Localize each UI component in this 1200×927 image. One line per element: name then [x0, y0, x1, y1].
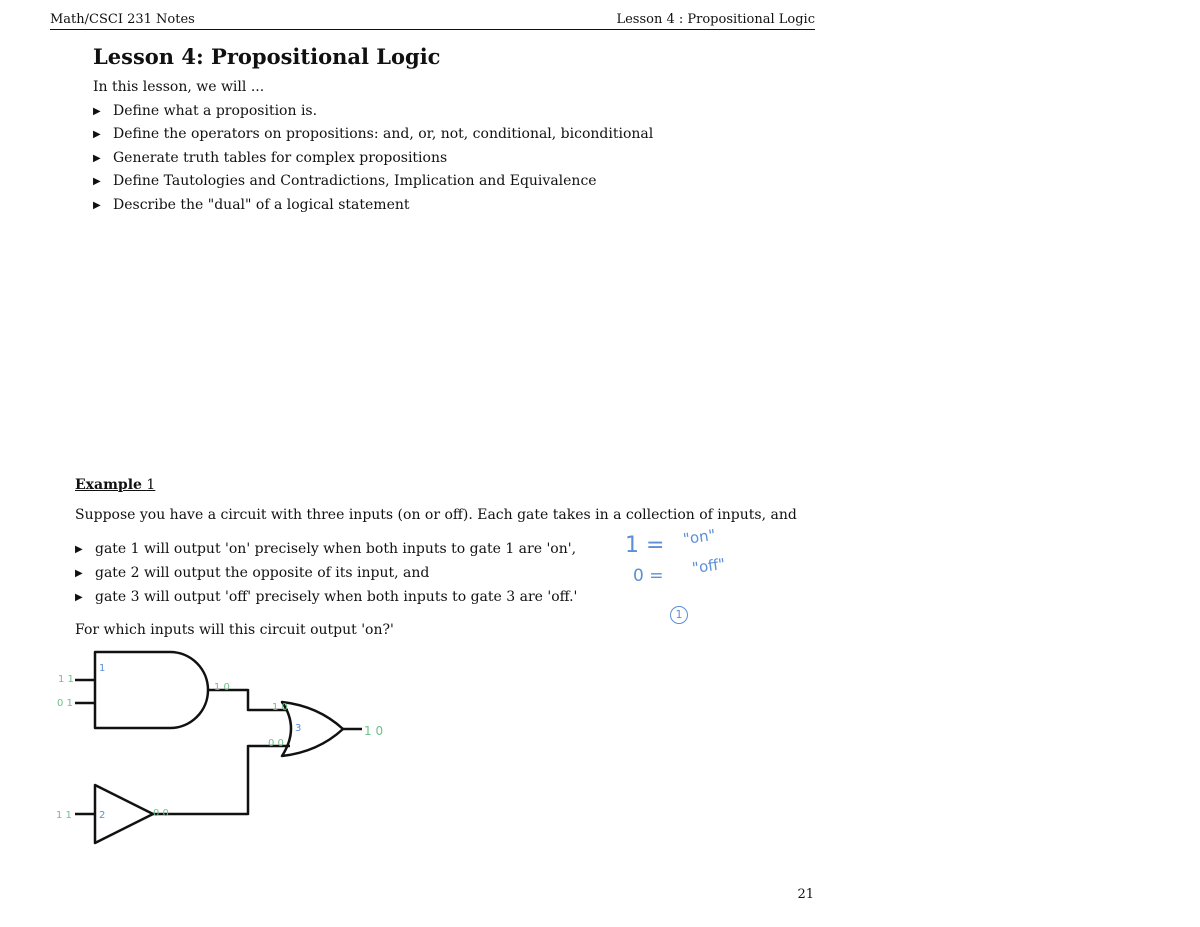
circuit-output-values: 1 0 [364, 724, 384, 738]
gate2-output-values: 0 0 [153, 808, 169, 819]
annotation-off: "off" [690, 554, 727, 578]
gate3-input-b-values: 0 0 [268, 738, 284, 749]
bullet-triangle-icon: ▶ [93, 199, 101, 211]
input-c-values: 1 1 [56, 810, 72, 821]
objective-text: Define what a proposition is. [113, 103, 318, 119]
annotation-one-equals: 1 = [625, 533, 665, 558]
wire-gate2-to-gate3 [153, 746, 290, 814]
gate1-number: 1 [99, 663, 106, 674]
objective-text: Describe the "dual" of a logical statement [113, 197, 410, 213]
bullet-triangle-icon: ▶ [93, 152, 101, 164]
annotation-zero-equals: 0 = [633, 566, 664, 586]
bullet-triangle-icon: ▶ [93, 128, 101, 140]
input-b-values: 0 1 [57, 698, 73, 709]
running-header-left: Math/CSCI 231 Notes [50, 12, 195, 27]
page-number: 21 [797, 887, 814, 902]
input-a-values: 1 1 [58, 674, 74, 685]
or-gate [282, 702, 343, 756]
gate-rule-text: gate 3 will output 'off' precisely when both inputs to gate 3 are 'off.' [95, 589, 578, 605]
example-question: For which inputs will this circuit output 'on?' [75, 622, 394, 638]
running-header-right: Lesson 4 : Propositional Logic [616, 12, 815, 27]
gate-rule-text: gate 1 will output 'on' precisely when both inputs to gate 1 are 'on', [95, 541, 577, 557]
gate3-number: 3 [295, 723, 302, 734]
and-gate [95, 652, 208, 728]
example-text: Suppose you have a circuit with three inputs (on or off). Each gate takes in a collection of inputs, and [75, 507, 797, 523]
gate-rule-text: gate 2 will output the opposite of its input, and [95, 565, 430, 581]
bullet-triangle-icon: ▶ [93, 105, 101, 117]
annotation-circled-number: 1 [670, 606, 688, 624]
bullet-triangle-icon: ▶ [93, 175, 101, 187]
lesson-title: Lesson 4: Propositional Logic [93, 44, 441, 69]
bullet-triangle-icon: ▶ [75, 591, 83, 603]
intro-text: In this lesson, we will ... [93, 79, 265, 95]
annotation-on: "on" [681, 525, 717, 549]
objective-text: Define the operators on propositions: and, or, not, conditional, biconditional [113, 126, 654, 142]
bullet-triangle-icon: ▶ [75, 567, 83, 579]
gate2-number: 2 [99, 810, 106, 821]
gate3-input-a-values: 1 0 [272, 702, 288, 713]
objective-text: Generate truth tables for complex propositions [113, 150, 448, 166]
objective-text: Define Tautologies and Contradictions, Implication and Equivalence [113, 173, 597, 189]
bullet-triangle-icon: ▶ [75, 543, 83, 555]
gate1-output-values: 1 0 [214, 682, 230, 693]
example-label: Example 1 [75, 477, 156, 493]
